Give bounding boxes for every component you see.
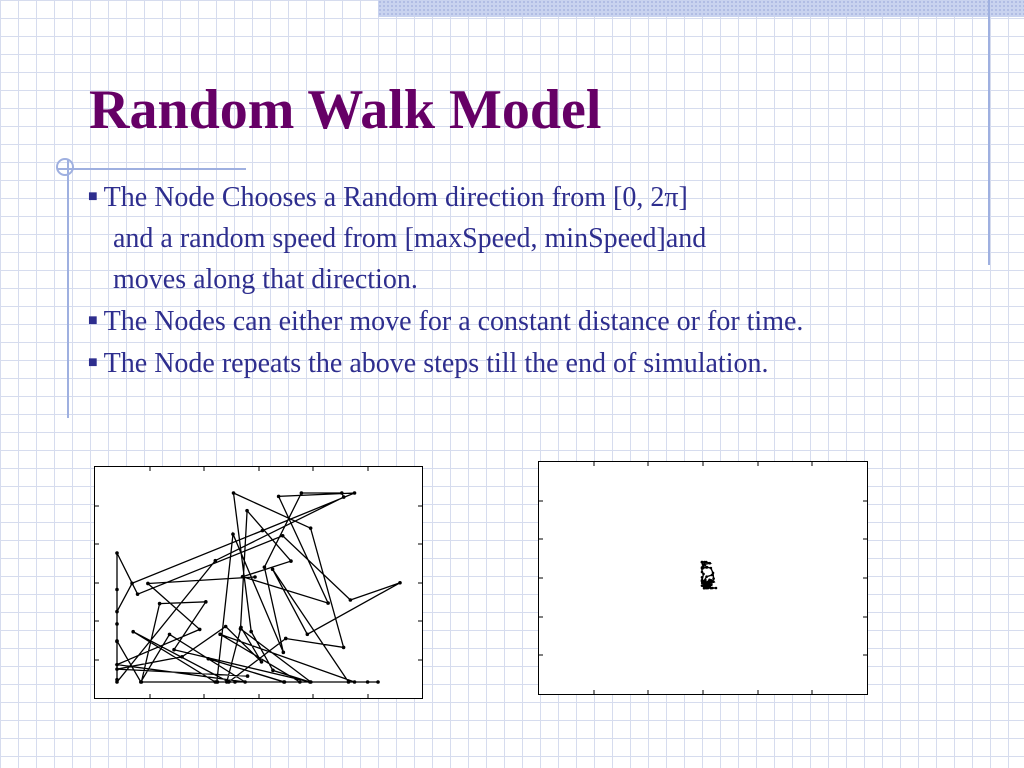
random-walk-wide-trajectory-plot — [94, 466, 423, 699]
bullet-text: moves along that direction. — [113, 264, 418, 295]
waypoint-dot — [710, 567, 713, 570]
waypoint-dot — [705, 575, 708, 578]
decorative-circle-mark — [56, 158, 74, 176]
waypoint-dot — [131, 630, 135, 634]
waypoint-dot — [263, 565, 267, 569]
waypoint-dot — [115, 622, 119, 626]
slide-title: Random Walk Model — [89, 79, 602, 141]
waypoint-dot — [707, 584, 710, 587]
waypoint-dot — [705, 561, 708, 564]
bullet-text: The Nodes can either move for a constant distance or for time. — [103, 306, 804, 337]
waypoint-dot — [239, 626, 243, 630]
bullet-item-3 — [88, 342, 998, 384]
waypoint-dot — [271, 568, 275, 572]
waypoint-dot — [245, 509, 249, 513]
waypoint-dot — [706, 566, 709, 569]
waypoint-dot — [253, 575, 257, 579]
random-walk-clustered-trajectory-plot — [538, 461, 868, 695]
bullet-text: The Node repeats the above steps till the end of simulation. — [103, 348, 769, 379]
waypoint-dot — [243, 680, 247, 684]
waypoint-dot — [398, 581, 402, 585]
waypoint-dot — [180, 655, 184, 659]
waypoint-dot — [224, 625, 228, 629]
waypoint-dot — [309, 526, 313, 530]
waypoint-dot — [271, 669, 275, 673]
waypoint-dot — [158, 602, 162, 606]
waypoint-dot — [168, 633, 172, 637]
waypoint-dot — [115, 610, 119, 614]
waypoint-dot — [340, 491, 344, 495]
waypoint-dot — [701, 576, 704, 579]
waypoint-dot — [115, 680, 119, 684]
waypoint-dot — [246, 674, 250, 678]
bullet-item-1-continuation — [88, 259, 998, 300]
clustered-plot-canvas — [539, 462, 867, 694]
waypoint-dot — [306, 633, 310, 637]
waypoint-dot — [281, 534, 285, 538]
bullet-item-2 — [88, 300, 998, 342]
bullet-marker-icon: ■ — [88, 312, 98, 329]
waypoint-dot — [284, 637, 288, 641]
decorative-title-underline — [58, 168, 246, 170]
bullet-marker-icon: ■ — [88, 188, 98, 205]
waypoint-dot — [261, 529, 265, 533]
waypoint-dot — [282, 651, 286, 655]
bullet-item-1-continuation — [88, 218, 998, 259]
waypoint-dot — [703, 587, 706, 590]
waypoint-dot — [342, 646, 346, 650]
trajectory-plot-canvas — [95, 467, 422, 698]
waypoint-dot — [207, 657, 211, 661]
decorative-top-band — [378, 0, 1024, 17]
waypoint-dot — [342, 495, 346, 499]
trajectory-path — [117, 493, 400, 682]
waypoint-dot — [233, 680, 237, 684]
bullet-text: The Node Chooses a Random direction from [0, 2π] — [103, 182, 688, 213]
waypoint-dot — [277, 495, 281, 499]
bullet-item-1 — [88, 176, 998, 218]
waypoint-dot — [326, 601, 330, 605]
waypoint-dot — [136, 592, 140, 596]
bullet-text: and a random speed from [maxSpeed, minSpeed]and — [113, 223, 707, 254]
waypoint-dot — [225, 680, 229, 684]
waypoint-dot — [300, 491, 304, 495]
waypoint-dot — [218, 633, 222, 637]
waypoint-dot — [130, 582, 134, 586]
bullet-marker-icon: ■ — [88, 354, 98, 371]
waypoint-dot — [712, 580, 715, 583]
bullet-list — [88, 176, 998, 384]
waypoint-dot — [260, 660, 264, 664]
waypoint-dot — [115, 640, 119, 644]
waypoint-dot — [198, 628, 202, 632]
waypoint-dot — [146, 582, 150, 586]
waypoint-dot — [701, 584, 704, 587]
waypoint-dot — [712, 577, 715, 580]
waypoint-dot — [308, 680, 312, 684]
waypoint-dot — [353, 491, 357, 495]
decorative-vertical-line-left — [67, 160, 69, 418]
waypoint-dot — [701, 561, 704, 564]
waypoint-dot — [172, 648, 176, 652]
waypoint-dot — [715, 587, 718, 590]
waypoint-dot — [366, 680, 370, 684]
waypoint-dot — [241, 575, 245, 579]
waypoint-dot — [232, 491, 236, 495]
waypoint-dot — [298, 680, 302, 684]
waypoint-dot — [347, 680, 351, 684]
waypoint-dot — [353, 680, 357, 684]
waypoint-dot — [708, 562, 711, 565]
waypoint-dot — [115, 667, 119, 671]
waypoint-dot — [712, 572, 715, 575]
waypoint-dot — [701, 579, 704, 582]
waypoint-dot — [701, 571, 704, 574]
waypoint-dot — [249, 630, 253, 634]
waypoint-dot — [704, 579, 707, 582]
waypoint-dot — [214, 559, 218, 563]
waypoint-dot — [216, 680, 220, 684]
waypoint-dot — [289, 559, 293, 563]
waypoint-dot — [701, 567, 704, 570]
waypoint-dot — [231, 532, 235, 536]
waypoint-dot — [349, 598, 353, 602]
waypoint-dot — [115, 663, 119, 667]
waypoint-dot — [376, 680, 380, 684]
waypoint-dot — [282, 680, 286, 684]
waypoint-dot — [115, 551, 119, 555]
waypoint-dot — [204, 600, 208, 604]
waypoint-dot — [115, 588, 119, 592]
waypoint-dot — [140, 680, 144, 684]
waypoint-dot — [704, 583, 707, 586]
